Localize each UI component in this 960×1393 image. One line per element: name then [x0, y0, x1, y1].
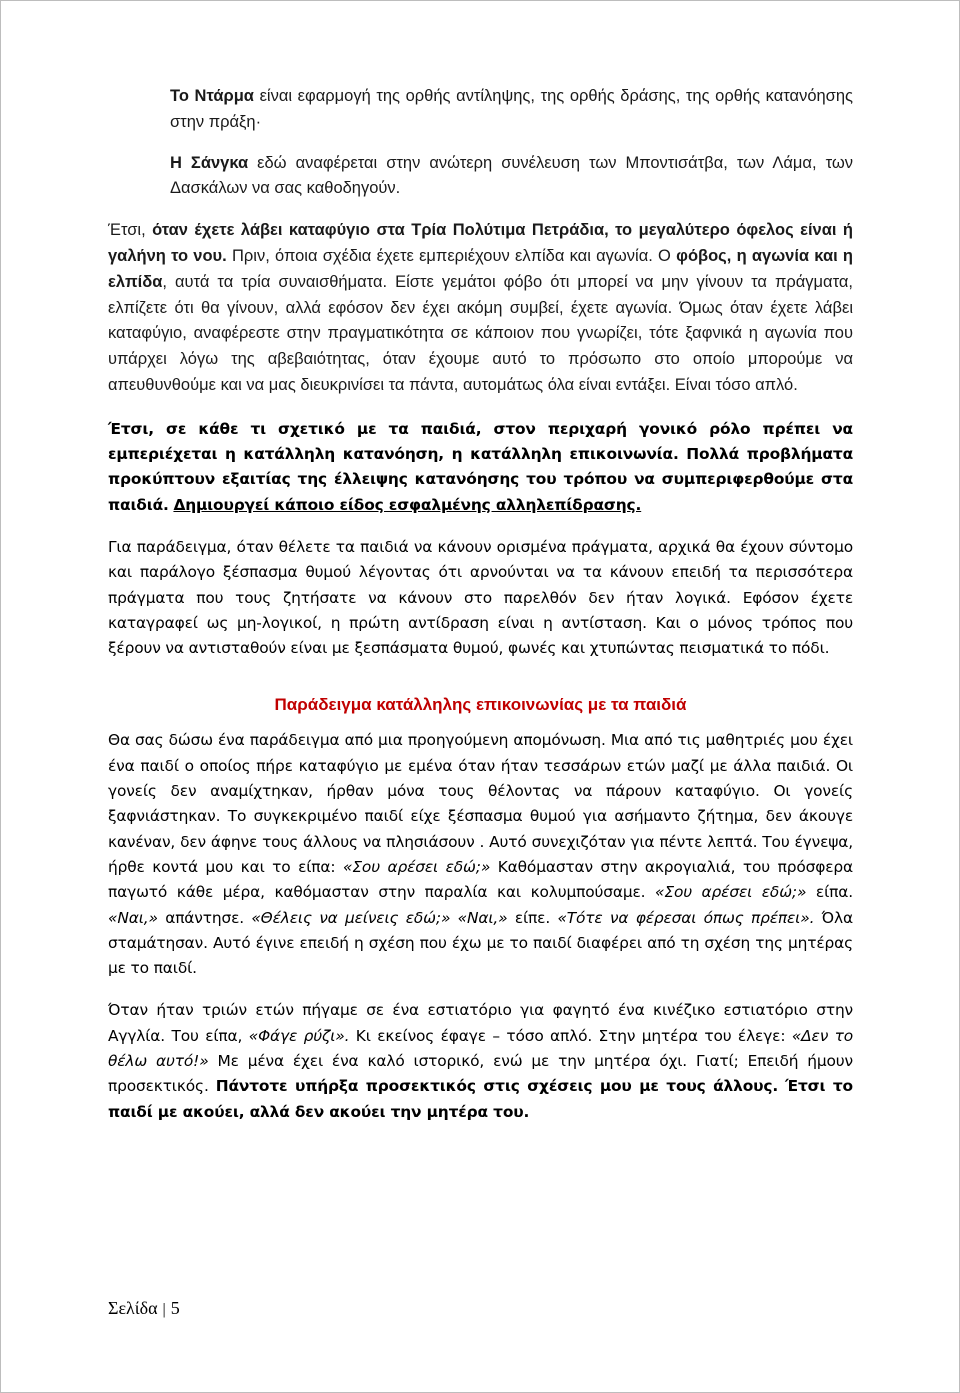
restaurant-paragraph	[108, 998, 853, 1124]
restaurant-text-1: Όταν ήταν τριών ετών πήγαμε σε ένα εστιατόριο για φαγητό ένα κινέζικο εστιατόριο στην Αγγλία. Του είπα,	[108, 1001, 853, 1045]
children-paragraph	[108, 417, 853, 518]
restaurant-quote-2: «Δεν το θέλω αυτό!»	[108, 1026, 853, 1070]
restaurant-text-3: Με μένα έχει ένα καλό ιστορικό, ενώ με την μητέρα όχι. Γιατί; Επειδή ήμουν προσεκτικός.	[108, 1052, 853, 1096]
example-paragraph	[108, 535, 853, 661]
footer-label: Σελίδα	[108, 1298, 158, 1318]
footer-separator: |	[162, 1301, 166, 1318]
story-text-1: Θα σας δώσω ένα παράδειγμα από μια προηγούμενη απομόνωση. Μια από τις μαθητριές μου έχει ένα παιδί ο οποίος πήρε καταφύγιο με εμένα όταν ήταν τεσσάρων ετών μαζί με άλλα παιδιά. Οι γονείς δεν αναμίχτηκαν, ήρθαν μόνα τους θέλοντας να πάρουν καταφύγιο. Οι γονείς ξαφνιάστηκαν. Το συγκεκριμένο παιδί είχε ξέσπασμα θυμού για ασήμαντο ζήτημα, δεν άκουγε κανέναν, δεν άφηνε τους άλλους να πλησιάσουν . Αυτό συνεχιζόταν για πέντε λεπτά. Του έγνεψα, ήρθε κοντά μου και το είπα:	[108, 731, 853, 876]
sangha-term: Η Σάνγκα	[170, 153, 249, 172]
document-page	[108, 84, 853, 1125]
refuge-text-3: , αυτά τα τρία συναισθήματα. Είστε γεμάτοι φόβο ότι μπορεί να μην γίνουν τα πράγματα, ελπίζετε ότι θα γίνουν, αλλά εφόσον δεν έχει ακόμη συμβεί, έχετε αγωνία. Όμως όταν έχετε λάβει καταφύγιο, αναφέρεστε στην πραγματικότητα σε κάποιον που γνωρίζει, τότε ξαφνικά η αγωνία που υπάρχει λόγω της αβεβαιότητας, όταν έχουμε αυτό το πρόσωπο στο οποίο μπορούμε να απευθυνθούμε και να μας διευκρινίσει τα πάντα, αυτομάτως όλα είναι εντάξει. Είναι τόσο απλό.	[108, 272, 853, 394]
restaurant-text-2: Κι εκείνος έφαγε – τόσο απλό. Στην μητέρα του έλεγε:	[349, 1026, 792, 1045]
sangha-definition: εδώ αναφέρεται στην ανώτερη συνέλευση των Μποντισάτβα, των Λάμα, των Δασκάλων να σας καθοδηγούν.	[170, 153, 853, 198]
story-paragraph	[108, 728, 853, 981]
dharma-paragraph	[108, 84, 853, 136]
section-heading: Παράδειγμα κατάλληλης επικοινωνίας με τα παιδιά	[274, 695, 687, 715]
refuge-bold-1: όταν έχετε λάβει καταφύγιο στα Τρία Πολύτιμα Πετράδια, το μεγαλύτερο όφελος είναι ή γαλήνη το νου.	[108, 221, 853, 265]
page-number: 5	[170, 1298, 180, 1318]
story-quote-1: «Σου αρέσει εδώ;»	[343, 857, 491, 876]
sangha-paragraph	[108, 151, 853, 203]
restaurant-bold-2: Έτσι το παιδί με ακούει, αλλά δεν ακούει την μητέρα του.	[108, 1077, 853, 1121]
story-text-3: είπα.	[806, 883, 854, 902]
story-quote-3: «Ναι,»	[108, 908, 158, 927]
refuge-text-1: Έτσι,	[108, 221, 153, 240]
restaurant-bold-1: Πάντοτε υπήρξα προσεκτικός στις σχέσεις μου με τους άλλους.	[215, 1077, 779, 1096]
story-quote-5: «Τότε να φέρεσαι όπως πρέπει».	[557, 908, 815, 927]
refuge-paragraph	[108, 218, 853, 399]
story-quote-2: «Σου αρέσει εδώ;»	[655, 883, 807, 902]
story-text-5: είπε.	[507, 908, 558, 927]
children-underlined: Δημιουργεί κάποιο είδος εσφαλμένης αλληλεπίδρασης.	[173, 495, 642, 514]
dharma-term: Το Ντάρμα	[170, 87, 254, 105]
story-text-2: Καθόμασταν στην ακρογιαλιά, του πρόσφερα παγωτό κάθε μέρα, καθόμασταν στην παραλία και κολυμπούσαμε.	[108, 857, 853, 902]
children-bold: Έτσι, σε κάθε τι σχετικό με τα παιδιά, στον περιχαρή γονικό ρόλο πρέπει να εμπεριέχεται η κατάλληλη κατανόηση, η κατάλληλη επικοινωνία. Πολλά προβλήματα προκύπτουν εξαιτίας της έλλειψης κατανόησης του τρόπου να συμπεριφερθούμε στα παιδιά.	[108, 419, 853, 514]
refuge-text-2: Πριν, όποια σχέδια έχετε εμπεριέχουν ελπίδα και αγωνία. Ο	[226, 246, 677, 265]
refuge-bold-2: φόβος, η αγωνία και η ελπίδα	[108, 246, 854, 291]
example-text: Για παράδειγμα, όταν θέλετε τα παιδιά να κάνουν ορισμένα πράγματα, αρχικά θα έχουν σύντομο και παράλογο ξέσπασμα θυμού λέγοντας ότι αρνούνται να τα κάνουν επειδή τα περισσότερα πράγματα που τους ζητήσατε να κάνουν στο παρελθόν δεν ήταν λογικά. Εφόσον έχετε καταγραφεί ως μη-λογικοί, η πρώτη αντίδραση είναι η αντίσταση. Και ο μόνος τρόπος που ξέρουν να αντισταθούν είναι με ξεσπάσματα θυμού, φωνές και χτυπώντας πεισματικά το πόδι.	[108, 537, 853, 658]
restaurant-quote-1: «Φάγε ρύζι».	[248, 1026, 350, 1045]
story-text-6: Όλα σταμάτησαν. Αυτό έγινε επειδή η σχέση που έχω με το παιδί διαφέρει από τη σχέση της μητέρας με το παιδί.	[108, 908, 853, 978]
story-quote-4: «Θέλεις να μείνεις εδώ;» «Ναι,»	[251, 908, 508, 927]
page-footer	[108, 1298, 180, 1319]
dharma-definition: είναι εφαρμογή της ορθής αντίληψης, της ορθής δράσης, της ορθής κατανόησης στην πράξη·	[170, 87, 853, 131]
story-text-4: απάντησε.	[157, 908, 252, 927]
